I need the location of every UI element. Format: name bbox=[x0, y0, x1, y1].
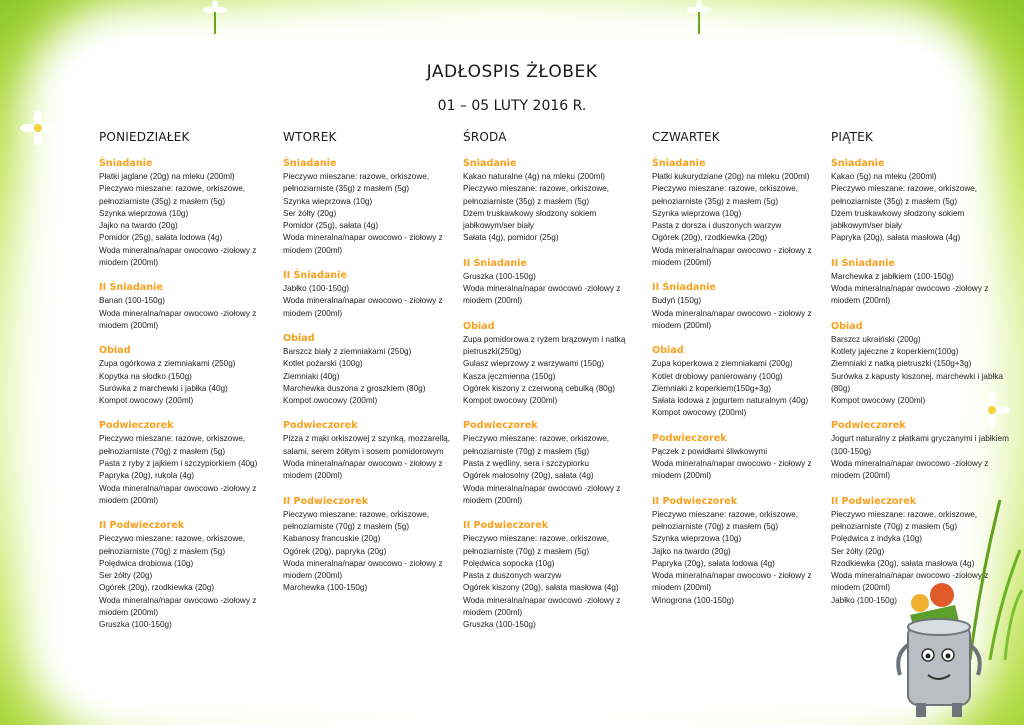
meal-item: Kopytka na słodko (150g) bbox=[99, 371, 192, 381]
meal-heading: Podwieczorek bbox=[463, 420, 538, 432]
meal-item: Woda mineralna/napar owocowo - ziołowy z miodem (200ml) bbox=[652, 308, 812, 330]
meal-heading: Śniadanie bbox=[463, 158, 517, 169]
meal-section bbox=[283, 270, 461, 320]
day-heading: PONIEDZIAŁEK bbox=[99, 130, 190, 144]
daisy-flower-icon bbox=[18, 108, 58, 148]
meal-item: Ogórek małosolny (20g), sałata (4g) bbox=[463, 471, 594, 481]
meal-heading: Podwieczorek bbox=[283, 420, 358, 432]
meal-section bbox=[652, 158, 830, 269]
meal-item: Rzodkiewka (20g), sałata masłowa (4g) bbox=[831, 558, 975, 568]
date-range: 01 – 05 LUTY 2016 R. bbox=[437, 98, 587, 114]
meal-item: Woda mineralna/napar owocowo - ziołowy z miodem (200ml) bbox=[652, 571, 812, 593]
meal-item: Woda mineralna/napar owocowo -ziołowy z miodem (200ml) bbox=[99, 483, 257, 505]
meal-heading: II Śniadanie bbox=[99, 282, 163, 294]
day-heading: CZWARTEK bbox=[652, 130, 720, 144]
meal-item: Ogórek kiszony (20g), sałata masłowa (4g) bbox=[463, 583, 619, 593]
meal-item: Barszcz ukraiński (200g) bbox=[831, 334, 921, 344]
meal-item: Woda mineralna/napar owocowo - ziołowy z miodem (200ml) bbox=[652, 245, 812, 268]
meal-section bbox=[652, 496, 830, 607]
meal-item: Szynka wieprzowa (10g) bbox=[652, 208, 742, 218]
day-heading: ŚRODA bbox=[463, 130, 507, 144]
meal-item: Szynka wieprzowa (10g) bbox=[652, 534, 742, 544]
meal-section bbox=[652, 345, 830, 419]
meal-item: Ser żółty (20g) bbox=[99, 571, 153, 581]
meal-item: Ogórek (20g), papryka (20g) bbox=[283, 546, 387, 556]
daisy-flower-icon bbox=[682, 0, 716, 34]
meal-item: Pieczywo mieszane: razowe, orkiszowe, pełnoziarniste (35g) z masłem (5g) bbox=[652, 184, 799, 206]
meal-item: Pieczywo mieszane: razowe, orkiszowe, pełnoziarniste (70g) z masłem (5g) bbox=[99, 434, 246, 456]
meal-heading: Obiad bbox=[463, 320, 495, 332]
meal-item: Pieczywo mieszane: razowe, orkiszowe, pełnoziarniste (70g) z masłem (5g) bbox=[463, 434, 610, 456]
day-heading: PIĄTEK bbox=[831, 130, 874, 144]
daisy-flower-icon bbox=[200, 0, 230, 34]
meal-section bbox=[99, 282, 277, 332]
meal-item: Pieczywo mieszane: razowe, orkiszowe, pełnoziarniste (35g) z masłem (5g) bbox=[283, 172, 430, 194]
meal-item: Woda mineralna/napar owocowo -ziołowy z miodem (200ml) bbox=[831, 459, 989, 481]
meal-item: Jabłko (100-150g) bbox=[283, 284, 349, 294]
meal-item: Pieczywo mieszane: razowe, orkiszowe, pełnoziarniste (70g) z masłem (5g) bbox=[831, 509, 978, 531]
page-title: JADŁOSPIS ŻŁOBEK bbox=[426, 62, 598, 82]
meal-heading: Obiad bbox=[831, 320, 863, 332]
meal-item: Ogórek (20g), rzodkiewka (20g) bbox=[99, 583, 215, 593]
meal-item: Woda mineralna/napar owocowo -ziołowy z miodem (200ml) bbox=[463, 284, 621, 306]
meal-heading: Śniadanie bbox=[99, 158, 153, 169]
meal-item: Zupa pomidorowa z ryżem brązowym i natką pietruszki(250g) bbox=[463, 334, 626, 356]
meal-heading: Podwieczorek bbox=[99, 420, 174, 432]
meal-section bbox=[99, 345, 277, 407]
meal-item: Woda mineralna/napar owocowo -ziołowy z miodem (200ml) bbox=[831, 571, 989, 593]
meal-heading: II Podwieczorek bbox=[652, 495, 738, 507]
meal-item: Jabłko (100-150g) bbox=[831, 595, 897, 605]
meal-item: Surówka z marchewki i jabłka (40g) bbox=[99, 383, 228, 393]
meal-item: Pasta z ryby z jajkiem i szczypiorkiem (40g) bbox=[99, 459, 258, 469]
meal-section bbox=[99, 420, 277, 507]
meal-heading: II Śniadanie bbox=[831, 257, 895, 269]
day-column-poniedzialek bbox=[99, 130, 277, 645]
meal-item: Pasta z dorsza i duszonych warzyw bbox=[652, 221, 782, 231]
meal-section bbox=[463, 258, 641, 308]
meal-item: Kompot owocowy (200ml) bbox=[99, 396, 194, 406]
meal-item: Jajko na twardo (20g) bbox=[99, 221, 178, 231]
meal-item: Dżem truskawkowy słodzony sokiem jabłkowym/ser biały bbox=[463, 208, 597, 231]
meal-item: Marchewka z jabłkiem (100-150g) bbox=[831, 271, 954, 281]
meal-item: Ziemniaki z koperkiem(150g+3g) bbox=[652, 383, 771, 393]
meal-heading: II Podwieczorek bbox=[831, 495, 917, 507]
meal-item: Woda mineralna/napar owocowo - ziołowy z miodem (200ml) bbox=[283, 296, 443, 318]
meal-section bbox=[831, 496, 1009, 607]
meal-item: Ziemniaki z natką pietruszki (150g+3g) bbox=[831, 359, 972, 369]
meal-heading: Podwieczorek bbox=[652, 432, 727, 444]
meal-item: Marchewka duszona z groszkiem (80g) bbox=[283, 383, 426, 393]
meal-item: Zupa ogórkowa z ziemniakami (250g) bbox=[99, 359, 236, 369]
meal-item: Pieczywo mieszane: razowe, orkiszowe, pełnoziarniste (70g) z masłem (5g) bbox=[463, 534, 610, 556]
meal-item: Ogórek (20g), rzodkiewka (20g) bbox=[652, 233, 768, 243]
meal-item: Pieczywo mieszane: razowe, orkiszowe, pełnoziarniste (35g) z masłem (5g) bbox=[463, 184, 610, 206]
meal-item: Ogórek kiszony z czerwoną cebulką (80g) bbox=[463, 383, 615, 393]
meal-section bbox=[831, 321, 1009, 408]
day-column-piatek bbox=[831, 130, 1009, 620]
meal-item: Gruszka (100-150g) bbox=[463, 620, 536, 630]
meal-item: Barszcz biały z ziemniakami (250g) bbox=[283, 346, 412, 356]
meal-item: Woda mineralna/napar owocowo -ziołowy z miodem (200ml) bbox=[99, 245, 257, 268]
meal-section bbox=[463, 321, 641, 408]
meal-item: Kompot owocowy (200ml) bbox=[463, 396, 558, 406]
meal-item: Woda mineralna/napar owocowo -ziołowy z miodem (200ml) bbox=[831, 284, 989, 306]
meal-item: Kotlet drobiowy panierowany (100g) bbox=[652, 371, 783, 381]
meal-item: Ser żółty (20g) bbox=[283, 208, 337, 218]
meal-item: Pizza z mąki orkiszowej z szynką, mozzarellą, salami, serem żółtym i sosem pomidorowym bbox=[283, 434, 450, 456]
day-column-sroda bbox=[463, 130, 641, 645]
meal-item: Pieczywo mieszane: razowe, orkiszowe, pełnoziarniste (70g) z masłem (5g) bbox=[283, 509, 430, 531]
meal-item: Polędwica z indyka (10g) bbox=[831, 534, 923, 544]
meal-item: Kompot owocowy (200ml) bbox=[652, 408, 747, 418]
meal-section bbox=[283, 158, 461, 257]
meal-heading: II Podwieczorek bbox=[463, 520, 549, 532]
meal-item: Ser żółty (20g) bbox=[831, 546, 885, 556]
meal-item: Woda mineralna/napar owocowo - ziołowy z miodem (200ml) bbox=[652, 459, 812, 481]
meal-heading: Obiad bbox=[652, 345, 684, 357]
meal-heading: II Śniadanie bbox=[652, 282, 716, 294]
meal-item: Kabanosy francuskie (20g) bbox=[283, 534, 381, 544]
meal-section bbox=[99, 520, 277, 631]
meal-item: Gruszka (100-150g) bbox=[99, 620, 172, 630]
day-column-czwartek bbox=[652, 130, 830, 620]
meal-item: Surówka z kapusty kiszonej, marchewki i jabłka (80g) bbox=[831, 371, 1004, 393]
meal-heading: II Podwieczorek bbox=[283, 495, 369, 507]
meal-item: Papryka (20g), rukola (4g) bbox=[99, 471, 195, 481]
meal-heading: II Śniadanie bbox=[283, 270, 347, 282]
meal-section bbox=[463, 420, 641, 507]
meal-section bbox=[283, 333, 461, 407]
meal-item: Sałata lodowa z jogurtem naturalnym (40g) bbox=[652, 396, 809, 406]
meal-item: Woda mineralna/napar owocowo - ziołowy z miodem (200ml) bbox=[283, 459, 443, 481]
meal-item: Pieczywo mieszane: razowe, orkiszowe, pełnoziarniste (70g) z masłem (5g) bbox=[99, 534, 246, 556]
meal-section bbox=[283, 420, 461, 482]
meal-section bbox=[283, 496, 461, 595]
meal-item: Pieczywo mieszane: razowe, orkiszowe, pełnoziarniste (35g) z masłem (5g) bbox=[831, 184, 978, 206]
meal-item: Kotlet pożarski (100g) bbox=[283, 359, 363, 369]
meal-item: Pasta z duszonych warzyw bbox=[463, 571, 562, 581]
meal-item: Szynka wieprzowa (10g) bbox=[283, 196, 373, 206]
meal-heading: Obiad bbox=[283, 332, 315, 344]
meal-item: Polędwica sopocka (10g) bbox=[463, 558, 555, 568]
meal-section bbox=[652, 433, 830, 483]
meal-item: Dżem truskawkowy słodzony sokiem jabłkowym/ser biały bbox=[831, 208, 965, 231]
meal-item: Kotlety jajeczne z koperkiem(100g) bbox=[831, 346, 959, 356]
meal-heading: Obiad bbox=[99, 345, 131, 357]
meal-item: Pomidor (25g), sałata (4g) bbox=[283, 221, 379, 231]
meal-item: Winogrona (100-150g) bbox=[652, 595, 734, 605]
meal-item: Woda mineralna/napar owocowo - ziołowy z miodem (200ml) bbox=[283, 233, 443, 255]
meal-item: Kasza jęczmienna (150g) bbox=[463, 371, 556, 381]
meal-item: Pieczywo mieszane: razowe, orkiszowe, pełnoziarniste (35g) z masłem (5g) bbox=[99, 184, 246, 206]
meal-section bbox=[831, 420, 1009, 482]
meal-item: Papryka (20g), sałata masłowa (4g) bbox=[831, 233, 961, 243]
meal-item: Papryka (20g), sałata lodowa (4g) bbox=[652, 558, 775, 568]
day-heading: WTOREK bbox=[283, 130, 337, 144]
meal-item: Sałata (4g), pomidor (25g) bbox=[463, 233, 559, 243]
meal-item: Woda mineralna/napar owocowo - ziołowy z miodem (200ml) bbox=[283, 558, 443, 581]
meal-heading: II Podwieczorek bbox=[99, 520, 185, 532]
meal-heading: Podwieczorek bbox=[831, 420, 906, 432]
meal-item: Płatki kukurydziane (20g) na mleku (200ml) bbox=[652, 172, 810, 181]
day-column-wtorek bbox=[283, 130, 461, 608]
meal-item: Kakao naturalne (4g) na mleku (200ml) bbox=[463, 172, 605, 181]
meal-item: Woda mineralna/napar owocowo -ziołowy z miodem (200ml) bbox=[99, 308, 257, 330]
meal-section bbox=[463, 520, 641, 631]
meal-item: Szynka wieprzowa (10g) bbox=[99, 208, 189, 218]
meal-item: Zupa koperkowa z ziemniakami (200g) bbox=[652, 359, 793, 369]
meal-item: Ziemniaki (40g) bbox=[283, 371, 340, 381]
meal-heading: Śniadanie bbox=[652, 158, 706, 169]
meal-item: Płatki jaglane (20g) na mleku (200ml) bbox=[99, 172, 235, 181]
meal-section bbox=[652, 282, 830, 332]
meal-item: Budyń (150g) bbox=[652, 296, 702, 306]
meal-item: Kakao (5g) na mleku (200ml) bbox=[831, 172, 937, 181]
meal-item: Pomidor (25g), sałata lodowa (4g) bbox=[99, 233, 223, 243]
meal-section bbox=[831, 158, 1009, 245]
meal-heading: Śniadanie bbox=[831, 158, 885, 169]
meal-item: Pączek z powidłami śliwkowymi bbox=[652, 446, 768, 456]
meal-item: Jajko na twardo (20g) bbox=[652, 546, 731, 556]
meal-item: Kompot owocowy (200ml) bbox=[283, 396, 378, 406]
meal-item: Gulasz wieprzowy z warzywami (150g) bbox=[463, 359, 605, 369]
meal-item: Pasta z wędliny, sera i szczypiorku bbox=[463, 459, 589, 469]
meal-item: Banan (100-150g) bbox=[99, 296, 166, 306]
meal-section bbox=[831, 258, 1009, 308]
meal-item: Gruszka (100-150g) bbox=[463, 271, 536, 281]
meal-heading: Śniadanie bbox=[283, 158, 337, 169]
meal-item: Polędwica drobiowa (10g) bbox=[99, 558, 194, 568]
meal-item: Pieczywo mieszane: razowe, orkiszowe, pełnoziarniste (70g) z masłem (5g) bbox=[652, 509, 799, 531]
meal-heading: II Śniadanie bbox=[463, 257, 527, 269]
meal-item: Woda mineralna/napar owocowo -ziołowy z miodem (200ml) bbox=[463, 483, 621, 505]
meal-item: Woda mineralna/napar owocowo -ziołowy z miodem (200ml) bbox=[99, 595, 257, 618]
meal-item: Woda mineralna/napar owocowo -ziołowy z miodem (200ml) bbox=[463, 595, 621, 618]
meal-item: Marchewka (100-150g) bbox=[283, 583, 368, 593]
meal-item: Jogurt naturalny z płatkami gryczanymi i jabłkiem (100-150g) bbox=[831, 434, 1009, 456]
meal-section bbox=[99, 158, 277, 269]
meal-item: Kompot owocowy (200ml) bbox=[831, 396, 926, 406]
meal-section bbox=[463, 158, 641, 245]
